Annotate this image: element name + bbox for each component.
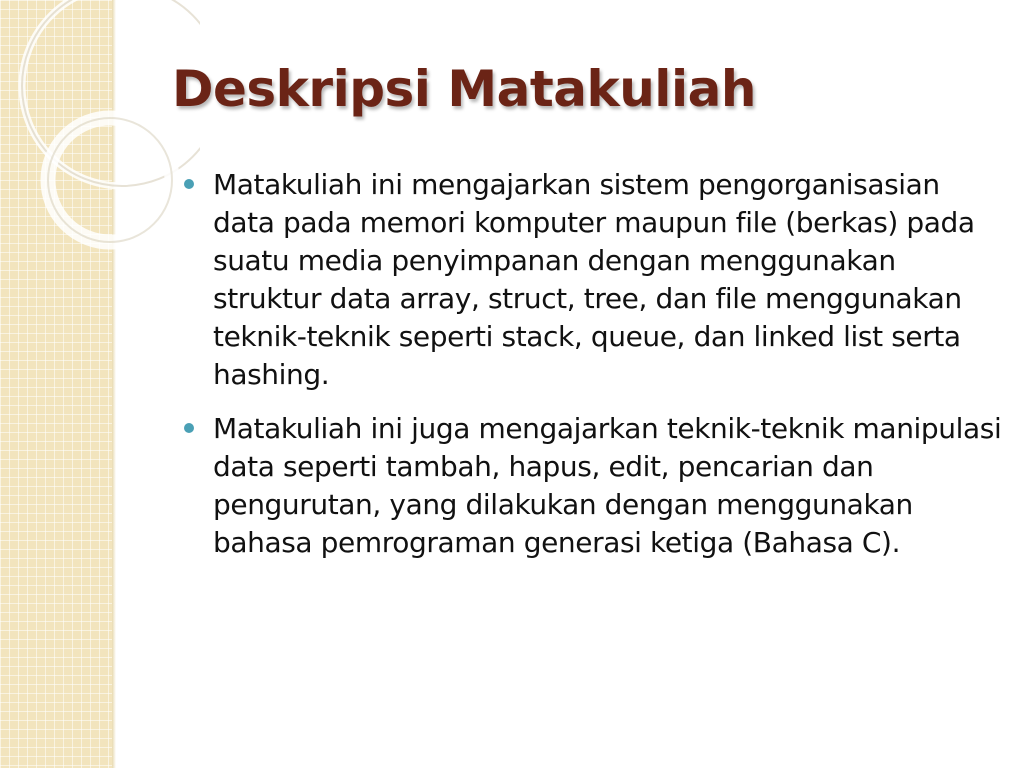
bullet-dot-icon: [184, 423, 194, 433]
bullet-list: [184, 166, 1004, 578]
bullet-text: Matakuliah ini mengajarkan sistem pengorganisasian data pada memori komputer maupun file (berkas) pada suatu media penyimpanan dengan menggunakan struktur data array, struct, tree, dan file menggunakan teknik-teknik seperti stack, queue, dan linked list serta hashing.: [213, 168, 975, 391]
decorative-circles-icon: [0, 0, 200, 260]
bullet-item: [184, 166, 1004, 394]
bullet-item: [184, 410, 1004, 562]
slide-title: Deskripsi Matakuliah: [172, 60, 756, 118]
bullet-dot-icon: [184, 179, 194, 189]
bullet-text: Matakuliah ini juga mengajarkan teknik-teknik manipulasi data seperti tambah, hapus, edit, pencarian dan pengurutan, yang dilakukan dengan menggunakan bahasa pemrograman generasi ketiga (Bahasa C).: [213, 412, 1002, 559]
